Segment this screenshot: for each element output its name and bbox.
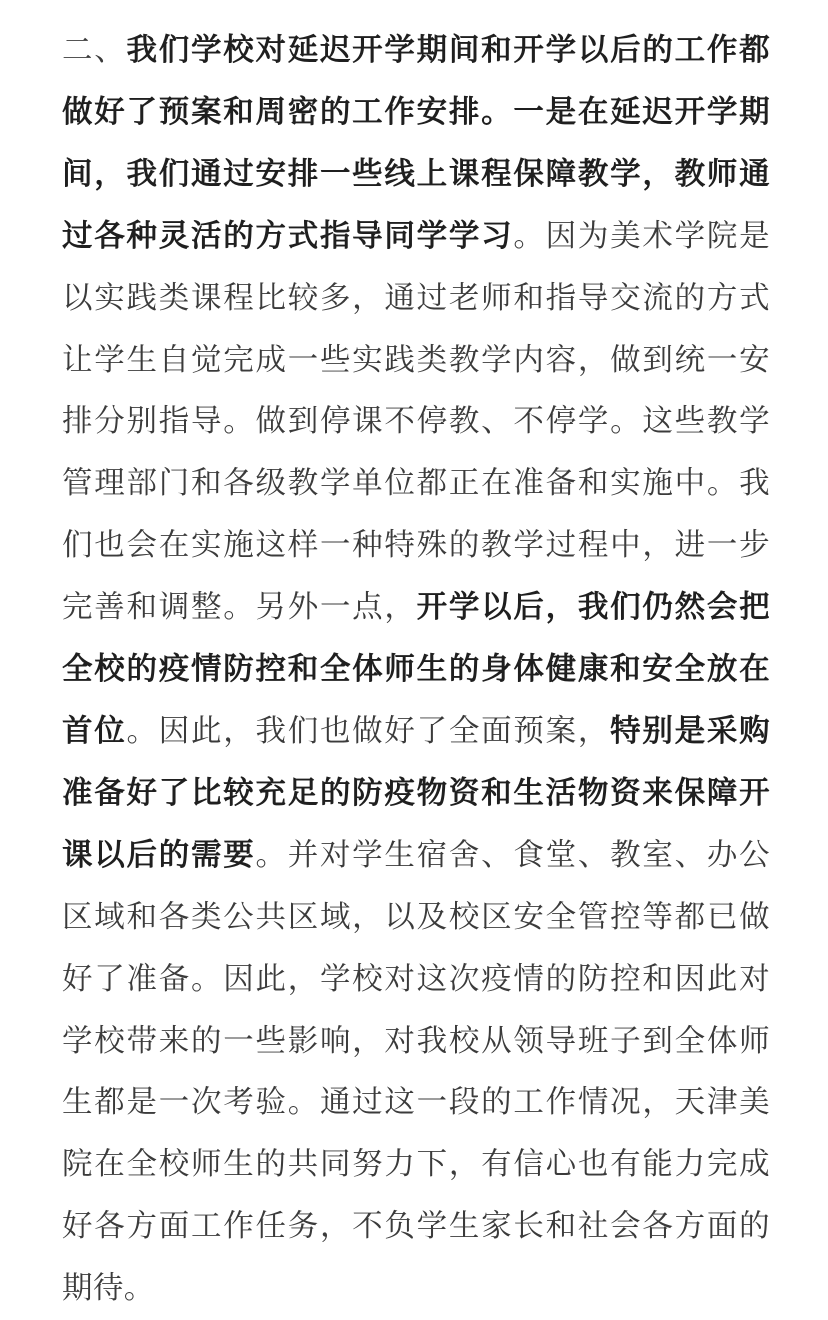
article-paragraph — [62, 20, 770, 1320]
text-segment: 。因为美术学院是以实践类课程比较多，通过老师和指导交流的方式让学生自觉完成一些实践类教学内容，做到统一安排分别指导。做到停课不停教、不停学。这些教学管理部门和各级教学单位都正在准备和实施中。我们也会在实施这样一种特殊的教学过程中，进一步完善和调整。另外一点， — [62, 218, 770, 626]
bold-text-segment: 特别是采购准备好了比较充足的防疫物资和生活物资来保障开课以后的需要 — [62, 713, 770, 873]
bold-text-segment: 我们学校对延迟开学期间和开学以后的工作都做好了预案和周密的工作安排。一是在延迟开学期间，我们通过安排一些线上课程保障教学，教师通过各种灵活的方式指导同学学习 — [62, 33, 770, 254]
text-segment: 。因此，我们也做好了全面预案， — [126, 713, 611, 749]
bold-text-segment: 开学以后，我们仍然会把全校的疫情防控和全体师生的身体健康和安全放在首位 — [62, 590, 770, 749]
text-segment: 。并对学生宿舍、食堂、教室、办公区域和各类公共区域，以及校区安全管控等都已做好了准备。因此，学校对这次疫情的防控和因此对学校带来的一些影响，对我校从领导班子到全体师生都是一次考验。通过这一段的工作情况，天津美院在全校师生的共同努力下，有信心也有能力完成好各方面工作任务，不负学生家长和社会各方面的期待。 — [62, 837, 770, 1307]
paragraph-number: 二、 — [62, 33, 127, 68]
